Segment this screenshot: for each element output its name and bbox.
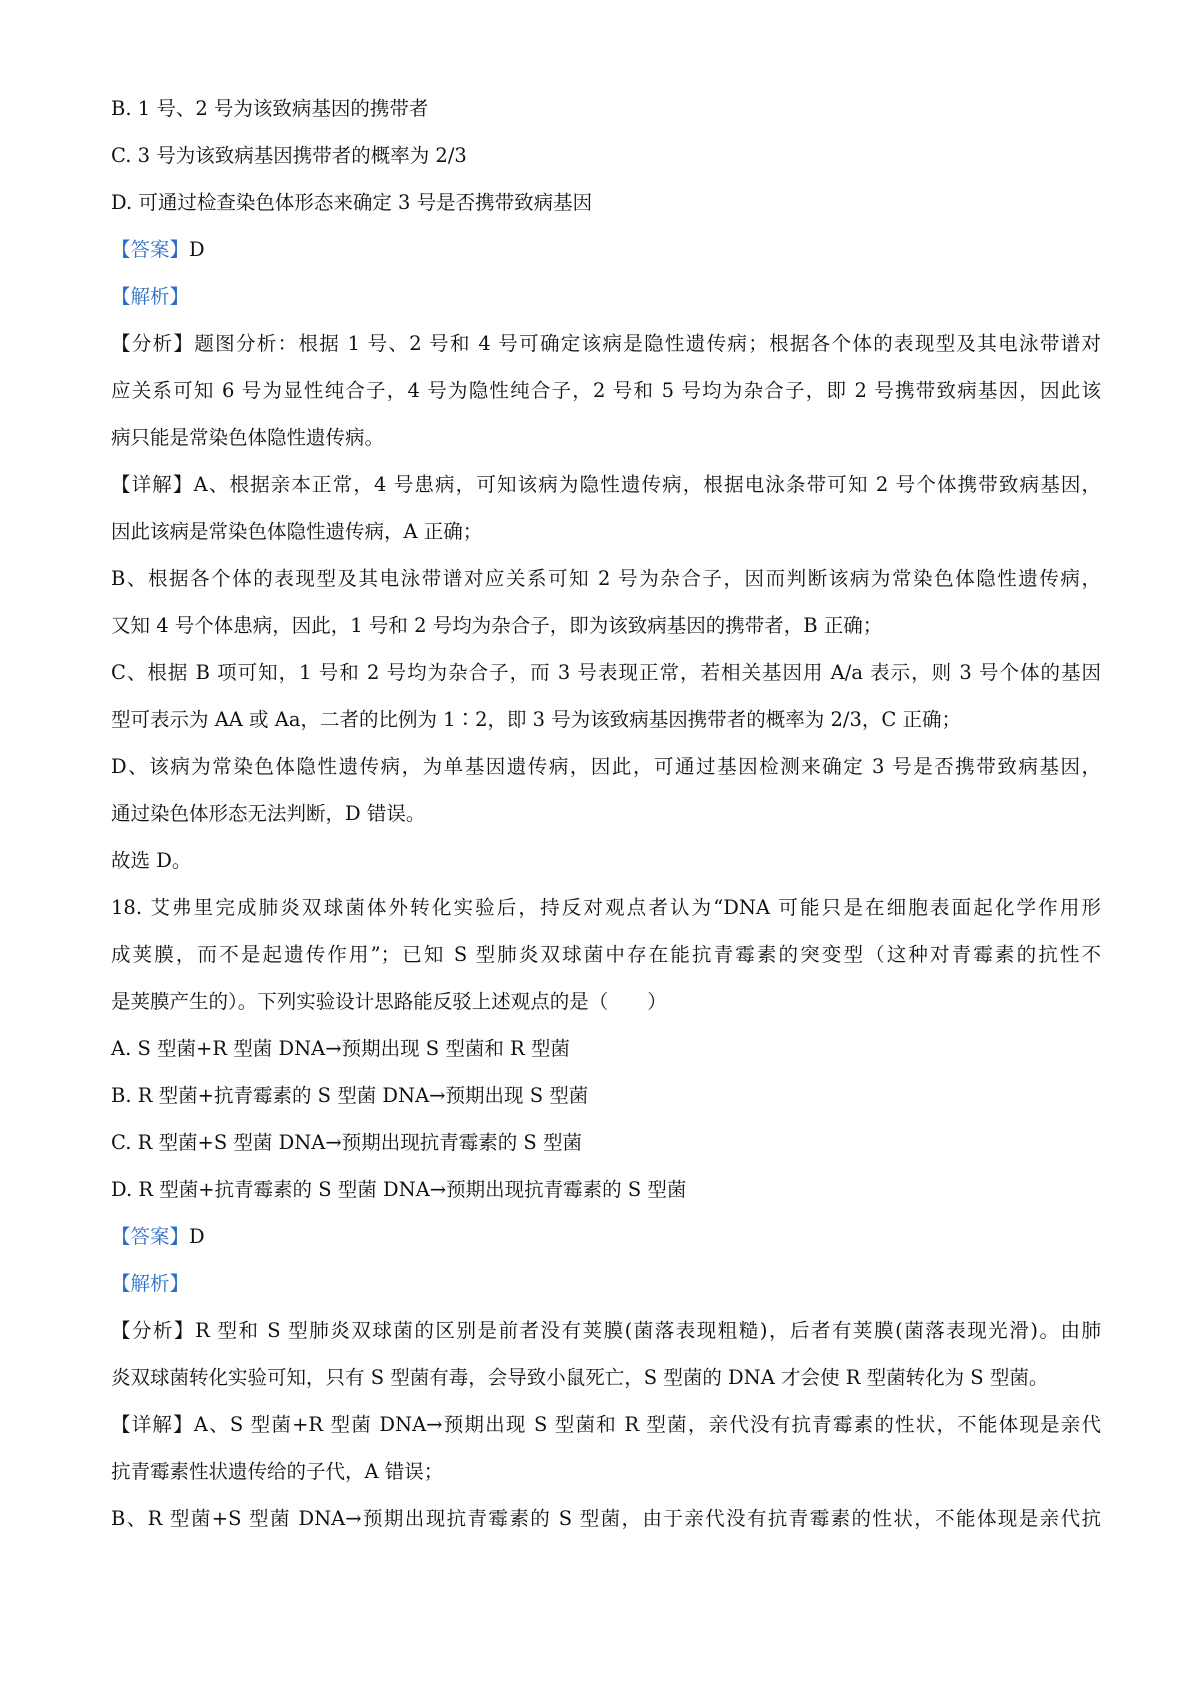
q18-analysis-line-1 <box>111 1318 1101 1344</box>
q17-jiexi-heading <box>111 284 1101 310</box>
q18-option-c: C. R 型菌+S 型菌 DNA→预期出现抗青霉素的 S 型菌 <box>111 1131 582 1154</box>
q17-option-d: D. 可通过检查染色体形态来确定 3 号是否携带致病基因 <box>111 191 593 214</box>
analysis-text: 题图分析：根据 1 号、2 号和 4 号可确定该病是隐性遗传病；根据各个体的表现型及其电泳带谱对 <box>194 332 1101 355</box>
q17-analysis-line-3: 病只能是常染色体隐性遗传病。 <box>111 426 385 449</box>
detail-tag: 【详解】 <box>111 473 194 496</box>
q18-detail-b-line-1: B、R 型菌+S 型菌 DNA→预期出现抗青霉素的 S 型菌，由于亲代没有抗青霉素的性状，不能体现是亲代抗 <box>111 1507 1101 1530</box>
analysis-text: R 型和 S 型肺炎双球菌的区别是前者没有荚膜(菌落表现粗糙)，后者有荚膜(菌落表现光滑)。由肺 <box>195 1319 1101 1342</box>
q18-detail-a-line-2: 抗青霉素性状遗传给的子代，A 错误； <box>111 1460 444 1483</box>
q17-option-c: C. 3 号为该致病基因携带者的概率为 2/3 <box>111 144 467 167</box>
q17-detail-d-line-2: 通过染色体形态无法判断，D 错误。 <box>111 802 426 825</box>
jiexi-tag: 【解析】 <box>111 1272 190 1295</box>
answer-tag: 【答案】 <box>111 238 190 261</box>
detail-tag: 【详解】 <box>111 1413 194 1436</box>
q17-option-b: B. 1 号、2 号为该致病基因的携带者 <box>111 97 429 120</box>
q17-detail-line-1 <box>111 472 1101 498</box>
q18-analysis-line-2: 炎双球菌转化实验可知，只有 S 型菌有毒，会导致小鼠死亡，S 型菌的 DNA 才会使 R 型菌转化为 S 型菌。 <box>111 1366 1049 1389</box>
q18-jiexi-heading <box>111 1271 1101 1297</box>
q18-stem-line-3: 是荚膜产生的）。下列实验设计思路能反驳上述观点的是（ ） <box>111 990 667 1013</box>
analysis-tag: 【分析】 <box>111 332 195 355</box>
q17-detail-a-line-2: 因此该病是常染色体隐性遗传病，A 正确； <box>111 520 483 543</box>
q17-detail-d-line-1: D、该病为常染色体隐性遗传病，为单基因遗传病，因此，可通过基因检测来确定 3 号是否携带致病基因， <box>111 755 1101 778</box>
q17-answer <box>111 237 1101 263</box>
detail-text: A、根据亲本正常，4 号患病，可知该病为隐性遗传病，根据电泳条带可知 2 号个体携带致病基因， <box>193 473 1101 496</box>
q17-detail-b-line-2: 又知 4 号个体患病，因此，1 号和 2 号均为杂合子，即为该致病基因的携带者，B 正确； <box>111 614 883 637</box>
analysis-tag: 【分析】 <box>111 1319 196 1342</box>
q17-detail-c-line-2: 型可表示为 AA 或 Aa，二者的比例为 1∶2，即 3 号为该致病基因携带者的概率为 2/3，C 正确； <box>111 708 961 731</box>
q18-option-d: D. R 型菌+抗青霉素的 S 型菌 DNA→预期出现抗青霉素的 S 型菌 <box>111 1178 687 1201</box>
q17-conclusion: 故选 D。 <box>111 849 192 872</box>
q17-analysis-line-2: 应关系可知 6 号为显性纯合子，4 号为隐性纯合子，2 号和 5 号均为杂合子，即 2 号携带致病基因，因此该 <box>111 379 1101 402</box>
jiexi-tag: 【解析】 <box>111 285 190 308</box>
q18-detail-line-1 <box>111 1412 1101 1438</box>
q18-stem-line-2: 成荚膜，而不是起遗传作用”；已知 S 型肺炎双球菌中存在能抗青霉素的突变型（这种对青霉素的抗性不 <box>111 943 1101 966</box>
q18-answer <box>111 1224 1101 1250</box>
q17-analysis-line-1 <box>111 331 1101 357</box>
q17-detail-c-line-1: C、根据 B 项可知，1 号和 2 号均为杂合子，而 3 号表现正常，若相关基因用 A/a 表示，则 3 号个体的基因 <box>111 661 1101 684</box>
q18-option-a: A. S 型菌+R 型菌 DNA→预期出现 S 型菌和 R 型菌 <box>111 1037 570 1060</box>
answer-value: D <box>189 238 205 261</box>
q18-stem-line-1: 18. 艾弗里完成肺炎双球菌体外转化实验后，持反对观点者认为“DNA 可能只是在细胞表面起化学作用形 <box>111 896 1101 919</box>
answer-tag: 【答案】 <box>111 1225 190 1248</box>
q18-option-b: B. R 型菌+抗青霉素的 S 型菌 DNA→预期出现 S 型菌 <box>111 1084 589 1107</box>
detail-text: A、S 型菌+R 型菌 DNA→预期出现 S 型菌和 R 型菌，亲代没有抗青霉素的性状，不能体现是亲代 <box>193 1413 1101 1436</box>
q17-detail-b-line-1: B、根据各个体的表现型及其电泳带谱对应关系可知 2 号为杂合子，因而判断该病为常染色体隐性遗传病， <box>111 567 1101 590</box>
answer-value: D <box>189 1225 205 1248</box>
